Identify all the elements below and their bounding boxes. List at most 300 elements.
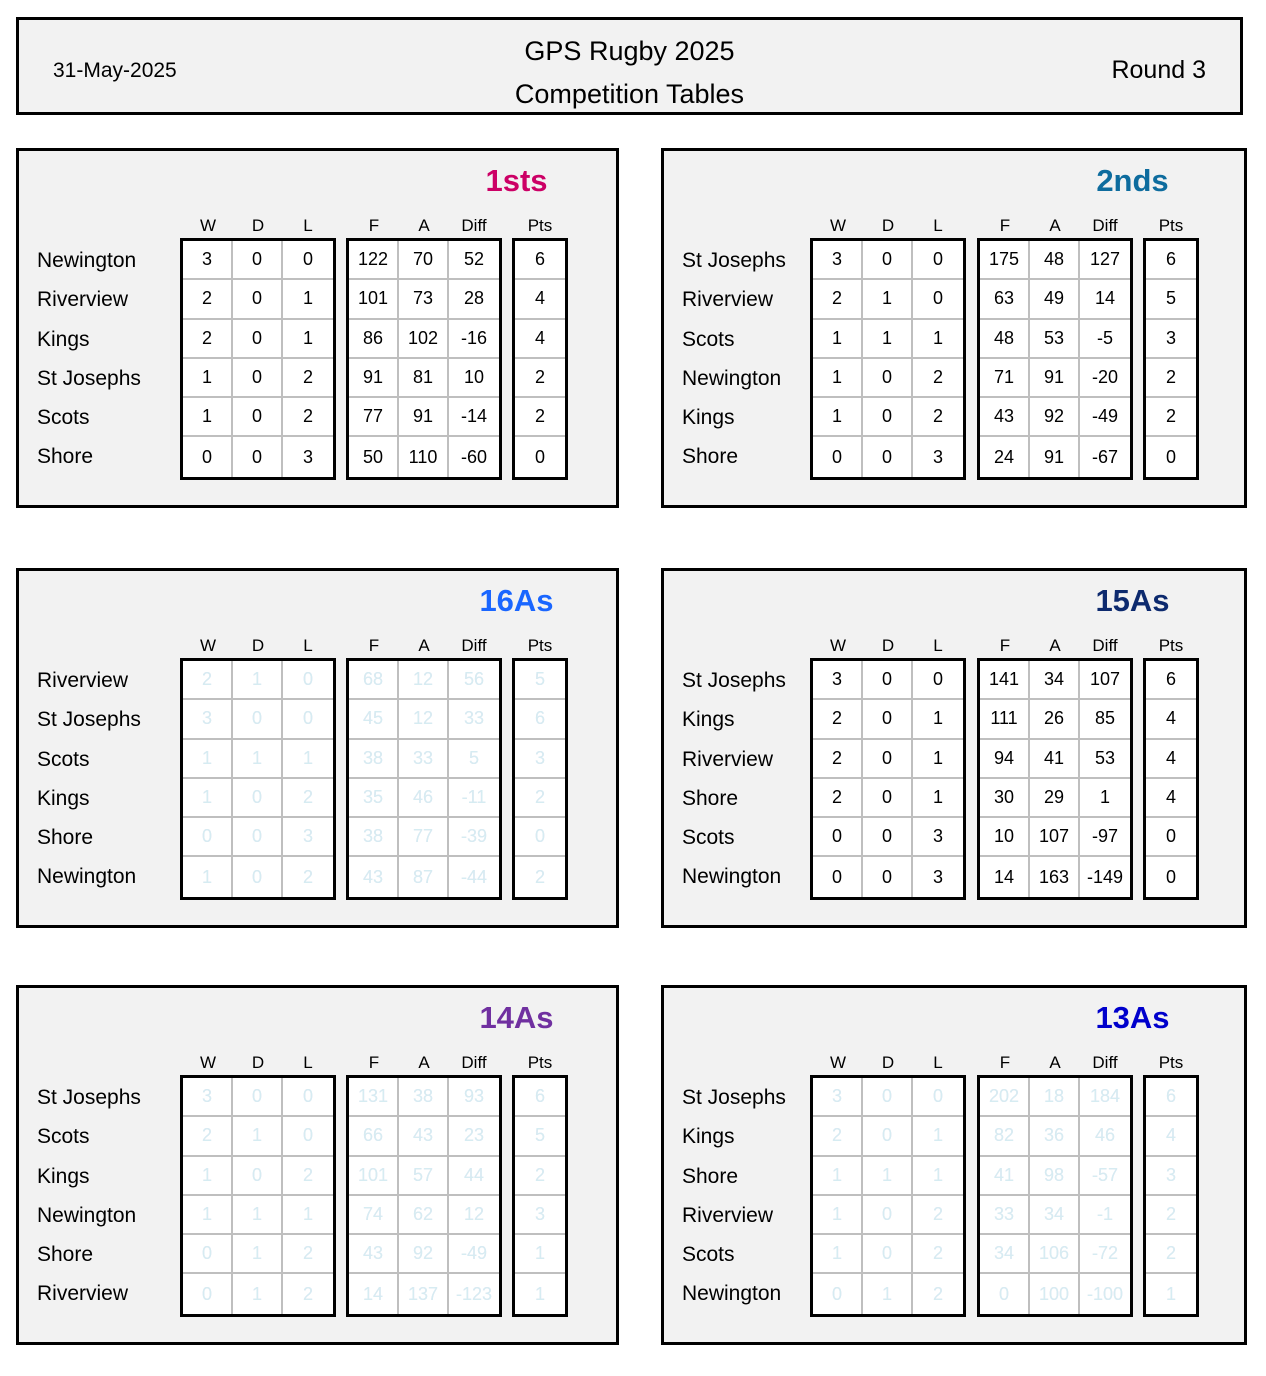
points-for-against-table xyxy=(977,238,1133,480)
cell-diff: 5 xyxy=(449,740,499,779)
cell-f: 14 xyxy=(980,857,1030,896)
cell-l: 2 xyxy=(283,1235,333,1274)
cell-d: 0 xyxy=(863,1117,913,1156)
cell-pts: 6 xyxy=(515,241,565,280)
competition-title: 14As xyxy=(479,1000,554,1035)
cell-l: 1 xyxy=(283,280,333,319)
column-header-diff: Diff xyxy=(1092,1053,1118,1072)
cell-w: 0 xyxy=(183,1235,233,1274)
cell-d: 1 xyxy=(863,1274,913,1313)
cell-pts: 2 xyxy=(515,1157,565,1196)
cell-f: 45 xyxy=(349,700,399,739)
column-header-diff: Diff xyxy=(1092,216,1118,235)
cell-f: 82 xyxy=(980,1117,1030,1156)
competition-panel-13as xyxy=(661,985,1247,1345)
cell-w: 1 xyxy=(183,740,233,779)
cell-w: 0 xyxy=(813,437,863,476)
column-header-diff: Diff xyxy=(461,216,487,235)
cell-a: 77 xyxy=(399,818,449,857)
cell-f: 86 xyxy=(349,320,399,359)
cell-l: 1 xyxy=(913,700,963,739)
cell-f: 66 xyxy=(349,1117,399,1156)
cell-d: 0 xyxy=(863,661,913,700)
cell-d: 0 xyxy=(233,818,283,857)
cell-d: 0 xyxy=(863,1078,913,1117)
wdl-table xyxy=(810,658,966,900)
cell-f: 43 xyxy=(349,1235,399,1274)
cell-a: 73 xyxy=(399,280,449,319)
cell-a: 34 xyxy=(1030,1196,1080,1235)
cell-diff: 28 xyxy=(449,280,499,319)
team-name: Shore xyxy=(37,826,94,850)
cell-a: 41 xyxy=(1030,740,1080,779)
column-header-l: L xyxy=(933,1053,943,1072)
column-header-pts: Pts xyxy=(1158,216,1184,235)
report-title xyxy=(19,30,1240,116)
column-header-f: F xyxy=(999,1053,1011,1072)
wdl-table xyxy=(180,658,336,900)
cell-d: 0 xyxy=(233,1157,283,1196)
team-name: Riverview xyxy=(682,747,774,771)
column-header-w: W xyxy=(829,1053,847,1072)
team-name: St Josephs xyxy=(682,249,786,272)
points-table xyxy=(512,1075,568,1317)
cell-f: 14 xyxy=(349,1274,399,1313)
column-header-l: L xyxy=(303,636,313,655)
cell-pts: 6 xyxy=(1146,1078,1196,1117)
cell-pts: 3 xyxy=(1146,320,1196,359)
cell-pts: 2 xyxy=(1146,359,1196,398)
column-header-w: W xyxy=(199,1053,217,1072)
wdl-table xyxy=(810,238,966,480)
cell-diff: 14 xyxy=(1080,280,1130,319)
cell-d: 0 xyxy=(233,857,283,896)
cell-f: 94 xyxy=(980,740,1030,779)
cell-pts: 2 xyxy=(515,779,565,818)
cell-w: 1 xyxy=(813,359,863,398)
cell-diff: 10 xyxy=(449,359,499,398)
cell-w: 1 xyxy=(183,398,233,437)
cell-diff: -49 xyxy=(1080,398,1130,437)
cell-l: 2 xyxy=(302,1283,313,1304)
cell-w: 1 xyxy=(183,359,233,398)
team-name: St Josephs xyxy=(37,1086,141,1109)
cell-l: 1 xyxy=(913,779,963,818)
cell-diff: 85 xyxy=(1080,700,1130,739)
cell-d: 1 xyxy=(233,1235,283,1274)
competition-panel-1sts xyxy=(16,148,619,508)
cell-f: 50 xyxy=(349,437,399,476)
team-name: Riverview xyxy=(37,288,129,312)
cell-diff: 107 xyxy=(1080,661,1130,700)
cell-l: 1 xyxy=(283,320,333,359)
cell-f: 101 xyxy=(349,1157,399,1196)
cell-f: 34 xyxy=(980,1235,1030,1274)
competition-title: 16As xyxy=(479,583,554,618)
cell-f: 77 xyxy=(349,398,399,437)
cell-pts: 4 xyxy=(1146,740,1196,779)
cell-diff: 53 xyxy=(1080,740,1130,779)
cell-diff: -100 xyxy=(1086,1283,1124,1304)
cell-a: 91 xyxy=(399,398,449,437)
cell-a: 137 xyxy=(399,1274,449,1313)
cell-diff: 46 xyxy=(1080,1117,1130,1156)
team-name: Newington xyxy=(682,1282,782,1306)
cell-diff: 12 xyxy=(449,1196,499,1235)
cell-l: 1 xyxy=(913,740,963,779)
team-list xyxy=(37,660,141,896)
column-header-pts: Pts xyxy=(527,216,553,235)
points-for-against-table xyxy=(977,1075,1133,1317)
team-name: Kings xyxy=(682,708,735,732)
cell-f: 30 xyxy=(980,779,1030,818)
cell-diff: 44 xyxy=(449,1157,499,1196)
cell-l: 0 xyxy=(283,661,333,700)
cell-pts: 5 xyxy=(1146,280,1196,319)
competition-panel-15as xyxy=(661,568,1247,928)
report-header xyxy=(16,17,1243,115)
column-header-d: D xyxy=(251,216,265,235)
cell-d: 1 xyxy=(233,1274,283,1313)
column-header-f: F xyxy=(999,636,1011,655)
cell-w: 3 xyxy=(813,661,863,700)
cell-pts: 5 xyxy=(515,1117,565,1156)
cell-a: 43 xyxy=(399,1117,449,1156)
cell-pts: 1 xyxy=(534,1283,545,1304)
cell-a: 81 xyxy=(399,359,449,398)
round-label: Round 3 xyxy=(1111,56,1206,84)
team-name: Kings xyxy=(37,1164,90,1188)
column-header-d: D xyxy=(881,1053,895,1072)
cell-d: 1 xyxy=(233,661,283,700)
cell-d: 1 xyxy=(233,1117,283,1156)
cell-l: 1 xyxy=(283,740,333,779)
team-name: Riverview xyxy=(682,1203,774,1227)
cell-l: 1 xyxy=(913,1117,963,1156)
cell-f: 10 xyxy=(980,818,1030,857)
team-name: Scots xyxy=(682,826,735,850)
cell-f: 101 xyxy=(349,280,399,319)
points-for-against-table xyxy=(346,658,502,900)
cell-pts: 3 xyxy=(515,740,565,779)
cell-pts: 4 xyxy=(515,280,565,319)
cell-a: 49 xyxy=(1030,280,1080,319)
cell-a: 106 xyxy=(1030,1235,1080,1274)
cell-pts: 4 xyxy=(1146,700,1196,739)
cell-w: 2 xyxy=(183,280,233,319)
cell-pts: 0 xyxy=(515,818,565,857)
team-list xyxy=(682,240,786,476)
cell-a: 92 xyxy=(1030,398,1080,437)
cell-pts: 0 xyxy=(1165,446,1176,467)
team-name: Scots xyxy=(682,327,735,351)
cell-diff: -39 xyxy=(449,818,499,857)
cell-f: 131 xyxy=(349,1078,399,1117)
competition-title: 2nds xyxy=(1096,163,1169,198)
cell-pts: 2 xyxy=(515,398,565,437)
cell-a: 26 xyxy=(1030,700,1080,739)
report-title-line2: Competition Tables xyxy=(514,79,745,109)
cell-diff: -72 xyxy=(1080,1235,1130,1274)
column-header-diff: Diff xyxy=(1092,636,1118,655)
column-header-a: A xyxy=(1049,216,1061,235)
cell-diff: -11 xyxy=(449,779,499,818)
cell-diff: 184 xyxy=(1080,1078,1130,1117)
column-header-w: W xyxy=(199,636,217,655)
cell-a: 107 xyxy=(1030,818,1080,857)
cell-f: 122 xyxy=(349,241,399,280)
cell-a: 18 xyxy=(1030,1078,1080,1117)
competition-panel-2nds xyxy=(661,148,1247,508)
cell-f: 63 xyxy=(980,280,1030,319)
cell-a: 53 xyxy=(1030,320,1080,359)
cell-pts: 3 xyxy=(515,1196,565,1235)
competition-panel-16as xyxy=(16,568,619,928)
cell-f: 175 xyxy=(980,241,1030,280)
cell-l: 2 xyxy=(283,779,333,818)
team-name: Riverview xyxy=(37,669,129,692)
cell-l: 3 xyxy=(283,818,333,857)
cell-diff: 127 xyxy=(1080,241,1130,280)
cell-d: 0 xyxy=(233,437,283,476)
cell-l: 2 xyxy=(283,1157,333,1196)
cell-a: 48 xyxy=(1030,241,1080,280)
cell-l: 2 xyxy=(913,398,963,437)
column-header-diff: Diff xyxy=(461,636,487,655)
cell-d: 1 xyxy=(233,740,283,779)
competition-title: 15As xyxy=(1095,583,1170,618)
column-header-a: A xyxy=(418,636,430,655)
team-name: Newington xyxy=(682,865,782,889)
cell-a: 102 xyxy=(399,320,449,359)
report-date: 31-May-2025 xyxy=(53,59,177,82)
points-table xyxy=(512,658,568,900)
column-header-a: A xyxy=(418,1053,430,1072)
column-header-l: L xyxy=(933,636,943,655)
team-name: Kings xyxy=(37,327,90,351)
cell-w: 3 xyxy=(183,700,233,739)
cell-pts: 4 xyxy=(1146,779,1196,818)
cell-l: 3 xyxy=(932,866,943,887)
cell-diff: 52 xyxy=(449,241,499,280)
cell-pts: 6 xyxy=(515,700,565,739)
team-name: Shore xyxy=(682,1164,739,1188)
cell-w: 3 xyxy=(183,1078,233,1117)
cell-a: 110 xyxy=(399,437,449,476)
cell-pts: 4 xyxy=(515,320,565,359)
column-header-l: L xyxy=(303,216,313,235)
cell-diff: -123 xyxy=(455,1283,493,1304)
cell-f: 68 xyxy=(349,661,399,700)
cell-l: 1 xyxy=(913,320,963,359)
cell-f: 33 xyxy=(980,1196,1030,1235)
cell-diff: -149 xyxy=(1086,866,1124,887)
column-header-l: L xyxy=(303,1053,313,1072)
cell-l: 0 xyxy=(283,1078,333,1117)
cell-w: 1 xyxy=(183,779,233,818)
cell-d: 1 xyxy=(863,1157,913,1196)
cell-l: 3 xyxy=(932,446,943,467)
cell-w: 2 xyxy=(183,1117,233,1156)
cell-w: 2 xyxy=(813,740,863,779)
cell-l: 2 xyxy=(913,1196,963,1235)
team-name: St Josephs xyxy=(682,1086,786,1109)
cell-f: 111 xyxy=(980,700,1030,739)
column-header-d: D xyxy=(881,636,895,655)
points-for-against-table xyxy=(346,1075,502,1317)
report-title-line1: GPS Rugby 2025 xyxy=(524,36,735,66)
points-table xyxy=(1143,1075,1199,1317)
cell-a: 12 xyxy=(399,661,449,700)
cell-l: 0 xyxy=(283,1117,333,1156)
cell-pts: 0 xyxy=(534,446,545,467)
team-list xyxy=(37,1077,141,1313)
cell-l: 2 xyxy=(302,866,313,887)
cell-d: 0 xyxy=(233,1078,283,1117)
cell-a: 12 xyxy=(399,700,449,739)
cell-pts: 0 xyxy=(1146,818,1196,857)
cell-pts: 2 xyxy=(534,866,545,887)
column-header-diff: Diff xyxy=(461,1053,487,1072)
cell-a: 33 xyxy=(399,740,449,779)
column-header-d: D xyxy=(251,1053,265,1072)
cell-w: 0 xyxy=(813,857,863,896)
cell-d: 1 xyxy=(863,280,913,319)
cell-pts: 0 xyxy=(1165,866,1176,887)
cell-a: 92 xyxy=(399,1235,449,1274)
cell-w: 1 xyxy=(813,1196,863,1235)
cell-l: 2 xyxy=(913,1235,963,1274)
cell-f: 35 xyxy=(349,779,399,818)
team-list xyxy=(37,240,141,476)
cell-diff: -5 xyxy=(1080,320,1130,359)
cell-pts: 2 xyxy=(1146,1235,1196,1274)
cell-pts: 3 xyxy=(1146,1157,1196,1196)
cell-a: 62 xyxy=(399,1196,449,1235)
column-header-w: W xyxy=(829,636,847,655)
team-name: Shore xyxy=(682,445,739,469)
cell-w: 2 xyxy=(813,1117,863,1156)
cell-d: 0 xyxy=(863,818,913,857)
points-for-against-table xyxy=(346,238,502,480)
cell-f: 74 xyxy=(349,1196,399,1235)
competition-title: 13As xyxy=(1095,1000,1170,1035)
cell-diff: -14 xyxy=(449,398,499,437)
cell-d: 0 xyxy=(863,241,913,280)
cell-w: 2 xyxy=(183,661,233,700)
cell-l: 0 xyxy=(913,241,963,280)
cell-d: 0 xyxy=(863,1196,913,1235)
cell-diff: -16 xyxy=(449,320,499,359)
team-name: Scots xyxy=(37,406,90,430)
cell-d: 0 xyxy=(863,740,913,779)
cell-w: 0 xyxy=(813,818,863,857)
team-name: St Josephs xyxy=(37,366,141,390)
cell-w: 1 xyxy=(813,320,863,359)
team-list xyxy=(682,1077,786,1313)
team-name: Kings xyxy=(682,406,735,430)
competition-title: 1sts xyxy=(485,163,548,198)
column-header-a: A xyxy=(418,216,430,235)
column-header-w: W xyxy=(829,216,847,235)
wdl-table xyxy=(180,1075,336,1317)
column-header-f: F xyxy=(999,216,1011,235)
cell-diff: -49 xyxy=(449,1235,499,1274)
cell-a: 34 xyxy=(1030,661,1080,700)
column-header-a: A xyxy=(1049,1053,1061,1072)
cell-l: 2 xyxy=(913,359,963,398)
cell-a: 100 xyxy=(1030,1274,1080,1313)
cell-pts: 6 xyxy=(1146,241,1196,280)
cell-a: 36 xyxy=(1030,1117,1080,1156)
cell-pts: 4 xyxy=(1146,1117,1196,1156)
column-header-f: F xyxy=(368,636,380,655)
cell-w: 0 xyxy=(183,1274,233,1313)
team-name: Riverview xyxy=(682,288,774,312)
cell-pts: 2 xyxy=(1146,1196,1196,1235)
cell-d: 0 xyxy=(863,857,913,896)
cell-d: 0 xyxy=(233,280,283,319)
cell-f: 38 xyxy=(349,818,399,857)
cell-diff: -97 xyxy=(1080,818,1130,857)
cell-l: 0 xyxy=(283,241,333,280)
cell-diff: 33 xyxy=(449,700,499,739)
cell-f: 41 xyxy=(980,1157,1030,1196)
points-table xyxy=(1143,658,1199,900)
cell-pts: 2 xyxy=(515,359,565,398)
cell-l: 3 xyxy=(913,818,963,857)
column-header-f: F xyxy=(368,1053,380,1072)
competition-panel-14as xyxy=(16,985,619,1345)
cell-diff: 56 xyxy=(449,661,499,700)
cell-w: 2 xyxy=(813,779,863,818)
cell-diff: -1 xyxy=(1080,1196,1130,1235)
cell-l: 3 xyxy=(302,446,313,467)
cell-l: 2 xyxy=(283,359,333,398)
cell-w: 0 xyxy=(183,437,233,476)
cell-d: 0 xyxy=(863,1235,913,1274)
cell-f: 38 xyxy=(349,740,399,779)
cell-d: 1 xyxy=(863,320,913,359)
cell-d: 0 xyxy=(233,320,283,359)
cell-pts: 2 xyxy=(1146,398,1196,437)
cell-d: 0 xyxy=(233,359,283,398)
cell-d: 0 xyxy=(233,700,283,739)
cell-diff: 23 xyxy=(449,1117,499,1156)
cell-w: 1 xyxy=(183,1157,233,1196)
cell-diff: -60 xyxy=(460,446,487,467)
cell-f: 43 xyxy=(980,398,1030,437)
cell-a: 29 xyxy=(1030,779,1080,818)
cell-w: 1 xyxy=(813,1235,863,1274)
team-name: Riverview xyxy=(37,1282,129,1306)
cell-a: 91 xyxy=(1030,437,1080,476)
column-header-w: W xyxy=(199,216,217,235)
team-name: Shore xyxy=(682,786,739,810)
cell-diff: -44 xyxy=(460,866,487,887)
cell-w: 2 xyxy=(813,700,863,739)
cell-d: 0 xyxy=(863,779,913,818)
cell-l: 2 xyxy=(283,398,333,437)
cell-f: 48 xyxy=(980,320,1030,359)
cell-f: 202 xyxy=(980,1078,1030,1117)
column-header-pts: Pts xyxy=(527,1053,553,1072)
points-table xyxy=(1143,238,1199,480)
cell-w: 0 xyxy=(183,818,233,857)
cell-f: 91 xyxy=(349,359,399,398)
cell-diff: 1 xyxy=(1080,779,1130,818)
column-header-a: A xyxy=(1049,636,1061,655)
